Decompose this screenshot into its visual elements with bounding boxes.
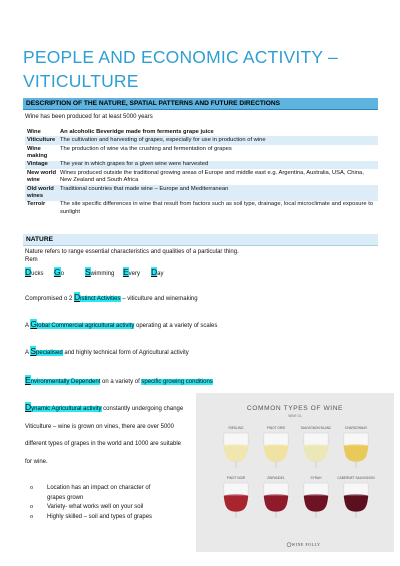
wine-label: PINOT GRIS — [266, 426, 286, 430]
nature-point-specialised: A Specialised and highly technical form of Agricultural activity — [25, 346, 189, 356]
definition-text: The production of wine via the crushing and fermentation of grapes — [60, 145, 232, 152]
mnemonic-line — [25, 267, 185, 279]
wine-fill — [264, 496, 288, 512]
wine-surface — [264, 494, 288, 497]
mnemonic-word: Go — [54, 267, 64, 277]
wine-glass-red-2 — [304, 476, 328, 518]
definition-term: Wine making — [27, 145, 48, 159]
wine-label: SAUVIGNON BLANC — [300, 426, 332, 430]
nature-point-dynamic: Dynamic Agricultural activity constantly undergoing change — [25, 402, 184, 412]
mnemonic-word: Ducks — [25, 267, 44, 277]
wine-surface — [344, 494, 368, 497]
definition-row — [25, 128, 378, 136]
wine-surface — [224, 494, 248, 497]
wine-surface — [304, 444, 328, 447]
glasses-group — [224, 426, 376, 518]
nature-point-distinct: Compromised o 2 Distinct Activities – viticulture and winemaking — [25, 292, 198, 302]
wine-glass-white-0 — [224, 426, 248, 468]
definition-row — [25, 145, 378, 161]
section-heading-description: DESCRIPTION OF THE NATURE, SPATIAL PATTERNS AND FUTURE DIRECTIONS — [23, 98, 378, 110]
nature-point-environment: Environmentally Dependent on a variety of specific growing conditions — [25, 375, 213, 385]
wine-fill — [264, 446, 288, 462]
wine-fill — [224, 496, 248, 512]
wine-glass-white-2 — [301, 426, 332, 468]
logo-icon — [287, 543, 291, 547]
definition-row — [25, 169, 378, 185]
infographic-title: COMMON TYPES OF WINE — [246, 405, 344, 412]
definition-term: Viticulture — [25, 136, 59, 144]
wine-surface — [344, 444, 368, 447]
definition-term: Vintage — [25, 161, 59, 169]
definition-text: The year in which grapes for a given wine were harvested — [59, 161, 378, 169]
wine-folly-logo: WINE FOLLY — [291, 542, 321, 547]
definition-text: Wines produced outside the traditional growing areas of Europe and middle east e.g. Argentina, Australia, USA, China, New Zealand and South Africa — [60, 169, 364, 184]
wine-fill — [344, 496, 368, 512]
infographic-subtitle: WINE GL — [288, 414, 302, 418]
list-item: o Highly skilled – soil and types of grapes — [30, 513, 170, 523]
section-heading-nature: NATURE — [23, 234, 378, 246]
wine-glass-white-1 — [264, 426, 288, 468]
wine-surface — [224, 444, 248, 447]
definitions-table — [25, 128, 378, 217]
viticulture-line: for wine. — [25, 459, 48, 465]
wine-fill — [304, 496, 328, 512]
wine-label: CHARDONNAY — [344, 426, 368, 430]
definition-text: Traditional countries that made wine – Europe and Mediterranean — [59, 185, 378, 201]
wine-label: PINOT NOIR — [226, 476, 246, 480]
wine-label: CABERNET SAUVIGNON — [337, 476, 375, 480]
definition-row — [25, 201, 378, 217]
nature-intro: Nature refers to range essential characteristics and qualities of a particular thing. — [25, 249, 239, 255]
wine-label: ZINFANDEL — [267, 476, 285, 480]
wine-surface — [304, 494, 328, 497]
definition-text: The cultivation and harvesting of grapes, especially for use in production of wine — [59, 136, 378, 144]
viticulture-line: different types of grapes in the world and 1000 are suitable — [25, 441, 181, 447]
mnemonic-word: Swimming — [85, 267, 115, 277]
wine-surface — [264, 444, 288, 447]
wine-glasses-graphic — [196, 393, 394, 552]
definition-row — [25, 185, 378, 201]
wine-glass-red-3 — [337, 476, 375, 518]
definition-row — [25, 161, 378, 169]
wine-label: SYRAH — [310, 476, 322, 480]
wine-types-infographic — [196, 393, 394, 552]
wine-label: RIESLING — [228, 426, 244, 430]
definition-term: Old world wines — [25, 185, 59, 201]
definition-term: New world wine — [27, 169, 56, 184]
definition-text: The site specific differences in wine that result from factors such as soil type, drainage, local microclimate and exposure to sunlight — [60, 201, 374, 215]
wine-fill — [344, 446, 368, 462]
mnemonic-word: Every — [123, 267, 141, 277]
wine-glass-red-0 — [224, 476, 248, 518]
rem-label: Rem — [25, 257, 38, 263]
definition-row — [25, 136, 378, 144]
wine-fill — [304, 446, 328, 462]
wine-fill — [224, 446, 248, 462]
mnemonic-word: Day — [151, 267, 164, 277]
wine-glass-red-1 — [264, 476, 288, 518]
bullet-list — [30, 484, 170, 522]
list-item: o Location has an impact on character of grapes grown — [30, 484, 170, 503]
list-item: o Variety- what works well on your soil — [30, 503, 170, 513]
nature-point-global: A Global Commercial agricultural activity operating at a variety of scales — [25, 319, 218, 329]
definition-term: Wine — [27, 128, 41, 135]
page-title: PEOPLE AND ECONOMIC ACTIVITY – VITICULTURE — [23, 47, 338, 91]
intro-text: Wine has been produced for at least 5000 years — [25, 114, 153, 120]
wine-glass-white-3 — [344, 426, 368, 468]
definition-term: Terroir — [27, 201, 46, 208]
viticulture-line: Viticulture – wine is grown on vines, there are over 5000 — [25, 424, 174, 430]
definition-text: An alcoholic Beveridge made from ferments grape juice — [60, 128, 214, 135]
